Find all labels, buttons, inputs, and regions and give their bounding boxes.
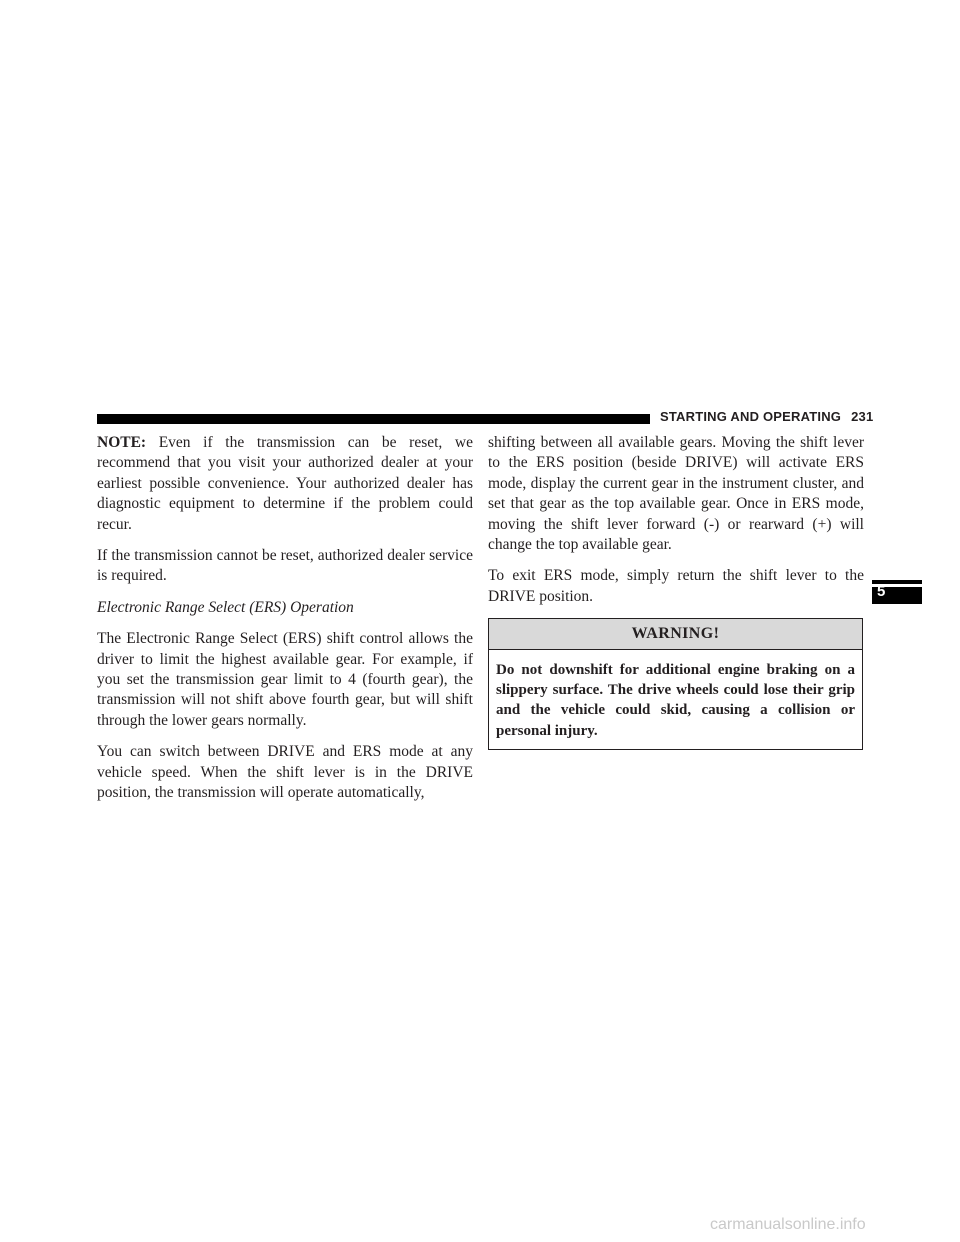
ers-heading: Electronic Range Select (ERS) Operation	[97, 598, 354, 616]
reset-paragraph: If the transmission cannot be reset, authorized dealer service is required.	[97, 547, 473, 585]
page-number: 231	[851, 409, 874, 424]
note-text: Even if the transmission can be reset, we recommend that you visit your authorized dealer at your earliest possible convenience. Your authorized dealer has diagnostic equipment to determine if the problem could recur.	[97, 434, 473, 533]
ers-paragraph-2: You can switch between DRIVE and ERS mode at any vehicle speed. When the shift lever is in the DRIVE position, the transmission will operate automatically,	[97, 743, 473, 802]
exit-paragraph: To exit ERS mode, simply return the shift lever to the DRIVE position.	[488, 567, 864, 605]
header-rule	[97, 414, 650, 424]
note-paragraph	[97, 433, 473, 535]
ers-paragraph-continued: shifting between all available gears. Moving the shift lever to the ERS position (beside DRIVE) will activate ERS mode, display the current gear in the instrument cluster, and set that gear as the top available gear. Once in ERS mode, moving the shift lever forward (-) or rearward (+) will change the top available gear.	[488, 434, 864, 554]
ers-paragraph-1: The Electronic Range Select (ERS) shift control allows the driver to limit the highest available gear. For example, if you set the transmission gear limit to 4 (fourth gear), the transmission will not shift above fourth gear, but will shift through the lower gears normally.	[97, 630, 473, 729]
warning-title: WARNING!	[489, 619, 862, 649]
warning-body: Do not downshift for additional engine braking on a slippery surface. The drive wheels could lose their grip and the vehicle could skid, causing a collision or personal injury.	[496, 661, 855, 739]
watermark-text: carmanualsonline.info	[710, 1216, 866, 1233]
right-column	[488, 433, 864, 750]
chapter-number: 5	[877, 583, 886, 600]
left-column	[97, 433, 473, 815]
running-header	[660, 409, 873, 424]
note-label: NOTE:	[97, 434, 147, 451]
section-title: STARTING AND OPERATING	[660, 409, 842, 424]
warning-box	[488, 618, 863, 750]
